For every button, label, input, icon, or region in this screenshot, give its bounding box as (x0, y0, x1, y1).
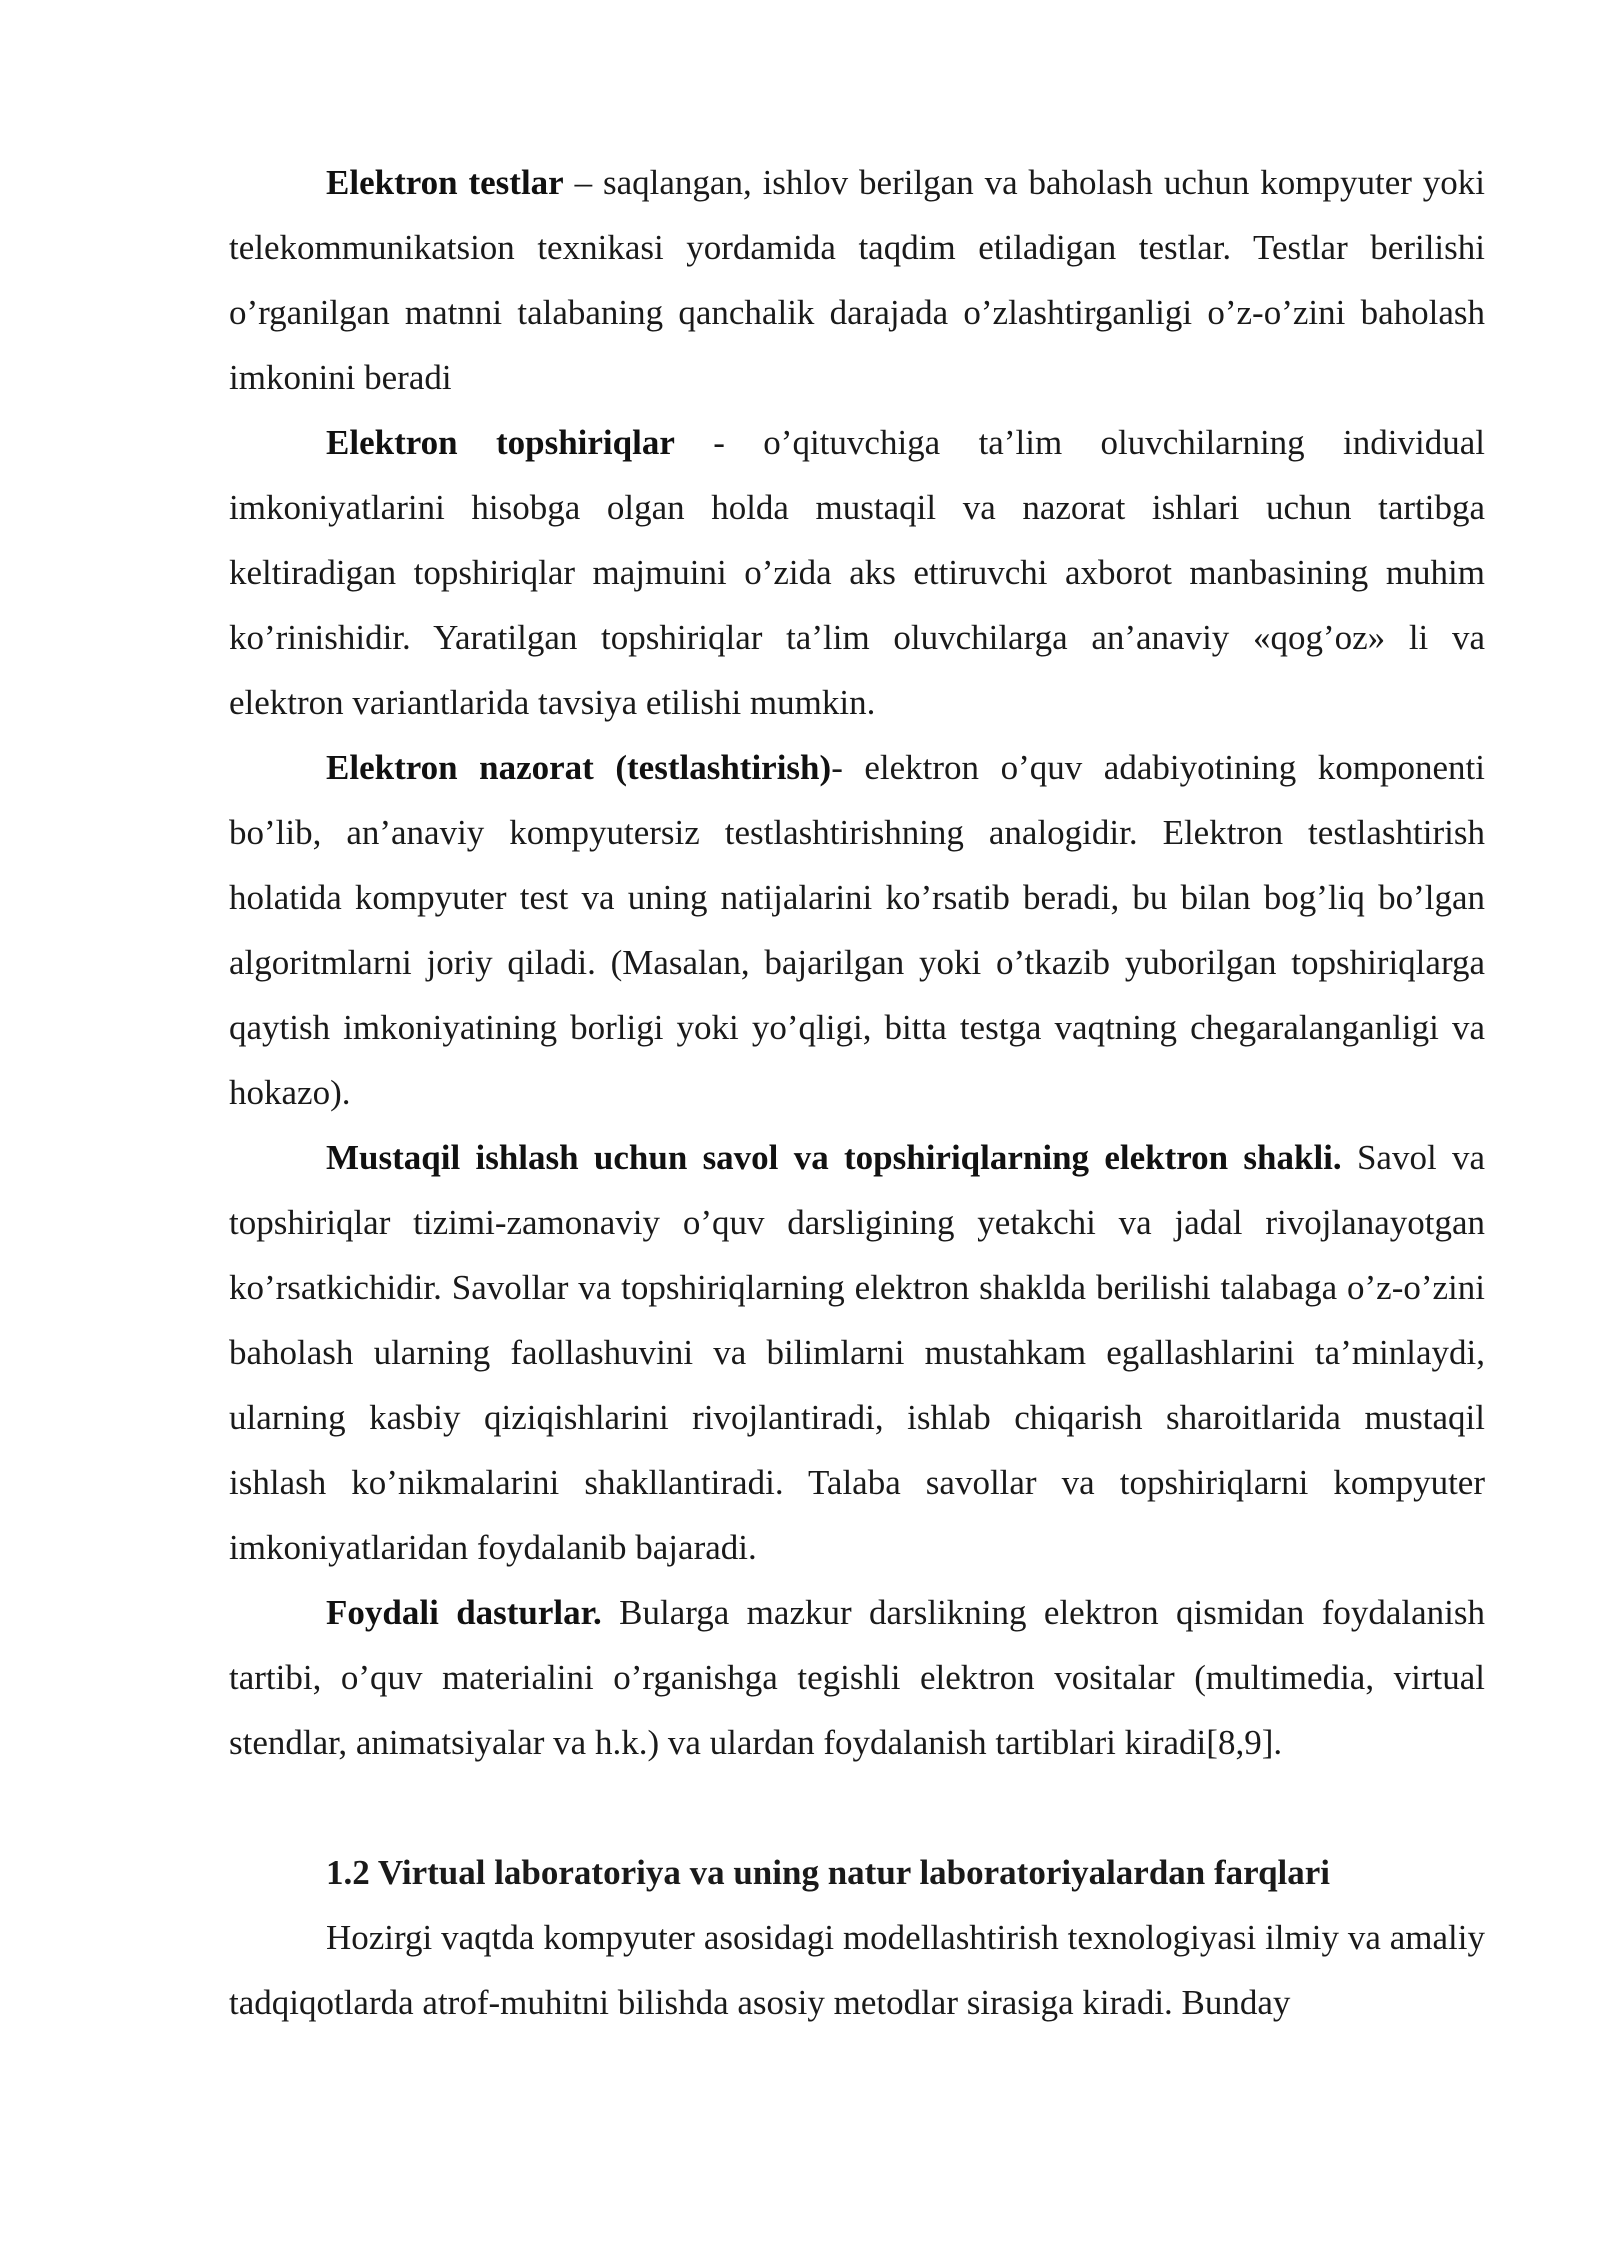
paragraph-independent-work-questions (229, 1125, 1485, 1580)
paragraph-text: - elektron o’quv adabiyotining komponenti bo’lib, an’anaviy kompyutersiz testlashtirishning analogidir. Elektron testlashtirish holatida kompyuter test va uning natijalarini ko’rsatib beradi, bu bilan bog’liq bo’lgan algoritmlarni joriy qiladi. (Masalan, bajarilgan yoki o’tkazib yuborilgan topshiriqlarga qaytish imkoniyatining borligi yoki yo’qligi, bitta testga vaqtning chegaralanganligi va hokazo). (229, 748, 1486, 1112)
term-useful-programs: Foydali dasturlar. (326, 1593, 602, 1632)
paragraph-electronic-control (229, 735, 1485, 1125)
paragraph-electronic-assignments (229, 410, 1485, 735)
blank-line (229, 1775, 1485, 1840)
term-independent-work-questions: Mustaqil ishlash uchun savol va topshiriqlarning elektron shakli. (326, 1138, 1342, 1177)
paragraph-useful-programs (229, 1580, 1485, 1775)
paragraph-electronic-tests (229, 150, 1485, 410)
paragraph-text: - o’qituvchiga ta’lim oluvchilarning individual imkoniyatlarini hisobga olgan holda mustaqil va nazorat ishlari uchun tartibga keltiradigan topshiriqlar majmuini o’zida aks ettiruvchi axborot manbasining muhim ko’rinishidir. Yaratilgan topshiriqlar ta’lim oluvchilarga an’anaviy «qog’oz» li va elektron variantlarida tavsiya etilishi mumkin. (229, 423, 1485, 722)
paragraph-text: Bularga mazkur darslikning elektron qismidan foydalanish tartibi, o’quv materialini o’rganishga tegishli elektron vositalar (multimedia, virtual stendlar, animatsiyalar va h.k.) va ulardan foydalanish tartiblari kiradi[8,9]. (229, 1593, 1485, 1762)
term-electronic-tests: Elektron testlar (326, 163, 564, 202)
section-heading: 1.2 Virtual laboratoriya va uning natur laboratoriyalardan farqlari (326, 1853, 1331, 1892)
paragraph-text: – saqlangan, ishlov berilgan va baholash uchun kompyuter yoki telekommunikatsion texnikasi yordamida taqdim etiladigan testlar. Testlar berilishi o’rganilgan matnni talabaning qanchalik darajada o’zlashtirganligi o’z-o’zini baholash imkonini beradi (229, 163, 1485, 397)
term-electronic-assignments: Elektron topshiriqlar (326, 423, 675, 462)
term-electronic-control: Elektron nazorat (testlashtirish) (326, 748, 832, 787)
paragraph-section-intro: Hozirgi vaqtda kompyuter asosidagi modellashtirish texnologiyasi ilmiy va amaliy tadqiqotlarda atrof-muhitni bilishda asosiy metodlar sirasiga kiradi. Bunday (229, 1918, 1485, 2022)
document-page (229, 150, 1485, 2035)
paragraph-text: Savol va topshiriqlar tizimi-zamonaviy o’quv darsligining yetakchi va jadal rivojlanayotgan ko’rsatkichidir. Savollar va topshiriqlarning elektron shaklda berilishi talabaga o’z-o’zini baholash ularning faollashuvini va bilimlarni mustahkam egallashlarini ta’minlaydi, ularning kasbiy qiziqishlarini rivojlantiradi, ishlab chiqarish sharoitlarida mustaqil ishlash ko’nikmalarini shakllantiradi. Talaba savollar va topshiriqlarni kompyuter imkoniyatlaridan foydalanib bajaradi. (229, 1138, 1485, 1567)
